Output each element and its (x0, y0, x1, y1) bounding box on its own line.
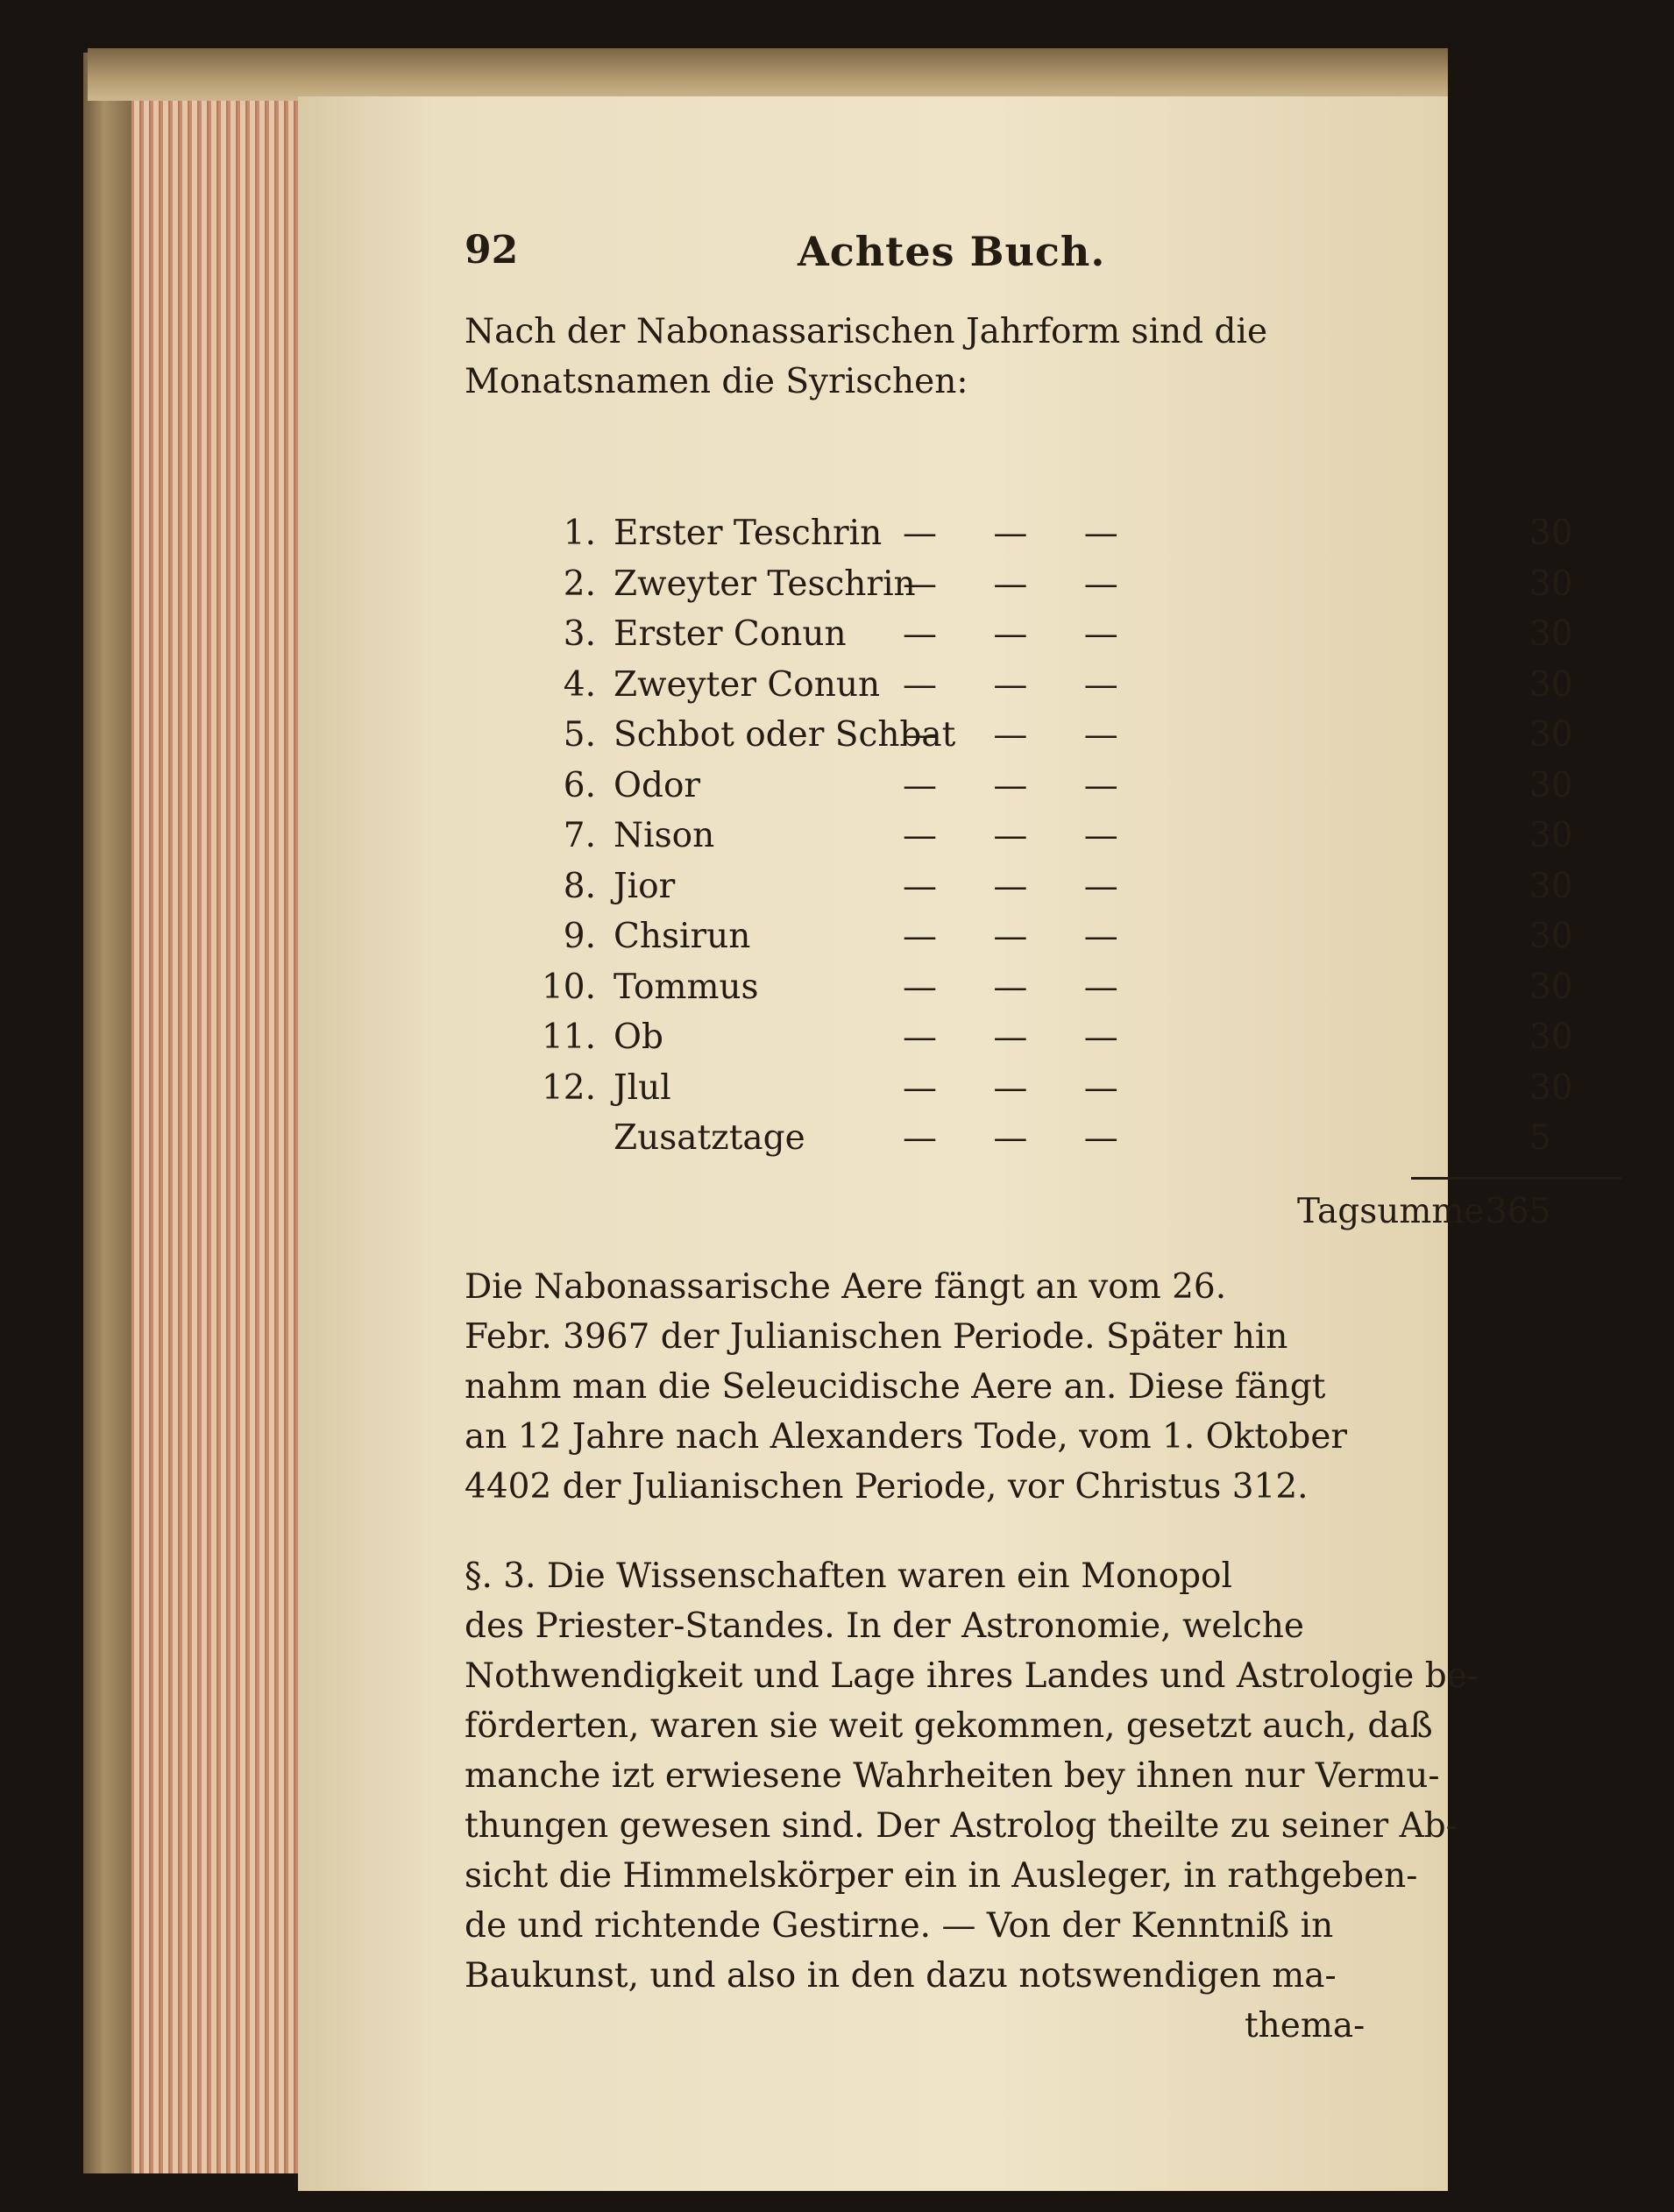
month-days: 30 (1529, 664, 1573, 705)
month-name: Odor (614, 765, 701, 805)
month-days: 30 (1529, 715, 1573, 755)
month-name: Jlul (614, 1067, 671, 1108)
month-days: 30 (1529, 1067, 1573, 1108)
intro-line: Nach der Nabonassarischen Jahrform sind die (465, 312, 1268, 351)
month-number: 10. (541, 967, 596, 1007)
month-name: Ob (614, 1017, 663, 1057)
leader-dashes: — — — (903, 664, 1141, 705)
month-days: 30 (1529, 866, 1573, 906)
leader-dashes: — — — (903, 715, 1141, 755)
month-row (517, 710, 1573, 761)
paragraph-line: Die Nabonassarische Aere fängt an vom 26. (465, 1267, 1227, 1307)
month-days: 30 (1529, 614, 1573, 654)
month-number: 1. (563, 514, 596, 553)
month-number: 5. (563, 715, 596, 755)
paragraph-line: thungen gewesen sind. Der Astrolog theilte zu seiner Ab- (465, 1806, 1458, 1846)
month-name: Zweyter Teschrin (614, 564, 916, 604)
month-row (517, 911, 1573, 962)
month-number: 6. (563, 765, 596, 805)
total-value: 365 (1486, 1192, 1551, 1231)
month-row (517, 962, 1573, 1013)
month-number: 2. (563, 564, 596, 604)
month-days: 30 (1529, 917, 1573, 956)
paragraph-line: Nothwendigkeit und Lage ihres Landes und Astrologie be- (465, 1656, 1479, 1696)
paragraph-line: manche izt erwiesene Wahrheiten bey ihnen nur Vermu- (465, 1756, 1440, 1796)
running-head: Achtes Buch. (798, 228, 1106, 275)
total-label: Tagsumme (1297, 1192, 1485, 1231)
paragraph-line: förderten, waren sie weit gekommen, gesetzt auch, daß (465, 1706, 1433, 1746)
intro-line: Monatsnamen die Syrischen: (465, 362, 968, 401)
month-number: 7. (563, 816, 596, 855)
month-name: Nison (614, 816, 715, 855)
month-row (517, 761, 1573, 812)
month-number: 11. (541, 1017, 596, 1057)
month-days: 30 (1529, 816, 1573, 855)
book-page (298, 96, 1573, 2191)
paragraph-line: sicht die Himmelskörper ein in Ausleger, in rathgeben- (465, 1856, 1418, 1896)
month-days: 30 (1529, 967, 1573, 1007)
paragraph-line: des Priester-Standes. In der Astronomie, welche (465, 1606, 1304, 1646)
paragraph-line: nahm man die Seleucidische Aere an. Diese fängt (465, 1367, 1326, 1407)
paragraph-line: an 12 Jahre nach Alexanders Tode, vom 1. Oktober (465, 1417, 1348, 1457)
sum-rule (1411, 1177, 1621, 1180)
month-days: 5 (1529, 1118, 1551, 1158)
month-row (517, 1063, 1573, 1114)
paragraph-line: Febr. 3967 der Julianischen Periode. Später hin (465, 1317, 1288, 1357)
leader-dashes: — — — (903, 614, 1141, 654)
month-name: Zusatztage (614, 1118, 805, 1158)
book-spine-edge (83, 53, 136, 2173)
leader-dashes: — — — (903, 564, 1141, 604)
paragraph-line: §. 3. Die Wissenschaften waren ein Monopol (465, 1556, 1233, 1596)
month-name: Erster Teschrin (614, 514, 883, 553)
paragraph-line: 4402 der Julianischen Periode, vor Christus 312. (465, 1467, 1309, 1507)
month-days: 30 (1529, 1017, 1573, 1057)
paragraph-line: Baukunst, und also in den dazu notswendigen ma- (465, 1956, 1337, 1996)
month-name: Tommus (614, 967, 759, 1007)
leader-dashes: — — — (903, 1118, 1141, 1158)
leader-dashes: — — — (903, 816, 1141, 855)
leader-dashes: — — — (903, 765, 1141, 805)
leader-dashes: — — — (903, 917, 1141, 956)
month-number: 8. (563, 866, 596, 906)
month-row (517, 1113, 1551, 1164)
month-row (517, 508, 1573, 559)
top-page-edge (88, 48, 1448, 101)
paragraph-line: thema- (1245, 2006, 1365, 2045)
month-days: 30 (1529, 514, 1573, 553)
month-name: Zweyter Conun (614, 664, 881, 705)
month-number: 3. (563, 614, 596, 654)
leader-dashes: — — — (903, 1067, 1141, 1108)
page-header (465, 228, 1472, 298)
month-days: 30 (1529, 564, 1573, 604)
month-name: Jior (614, 866, 676, 906)
leader-dashes: — — — (903, 967, 1141, 1007)
month-row (517, 1012, 1573, 1063)
month-row (517, 811, 1573, 861)
month-list (517, 508, 1573, 1164)
month-number: 9. (563, 917, 596, 956)
leader-dashes: — — — (903, 514, 1141, 553)
month-name: Chsirun (614, 917, 751, 956)
month-days: 30 (1529, 765, 1573, 805)
month-row (517, 861, 1573, 912)
month-number: 4. (563, 664, 596, 705)
page-number: 92 (465, 228, 519, 273)
leader-dashes: — — — (903, 866, 1141, 906)
month-number: 12. (541, 1067, 596, 1108)
month-row (517, 609, 1573, 660)
page-stack-edges (131, 70, 307, 2173)
month-name: Erster Conun (614, 614, 847, 654)
month-row (517, 660, 1573, 711)
paragraph-line: de und richtende Gestirne. — Von der Kenntniß in (465, 1906, 1334, 1946)
month-row (517, 559, 1573, 610)
leader-dashes: — — — (903, 1017, 1141, 1057)
month-name: Schbot oder Schbat (614, 715, 956, 755)
